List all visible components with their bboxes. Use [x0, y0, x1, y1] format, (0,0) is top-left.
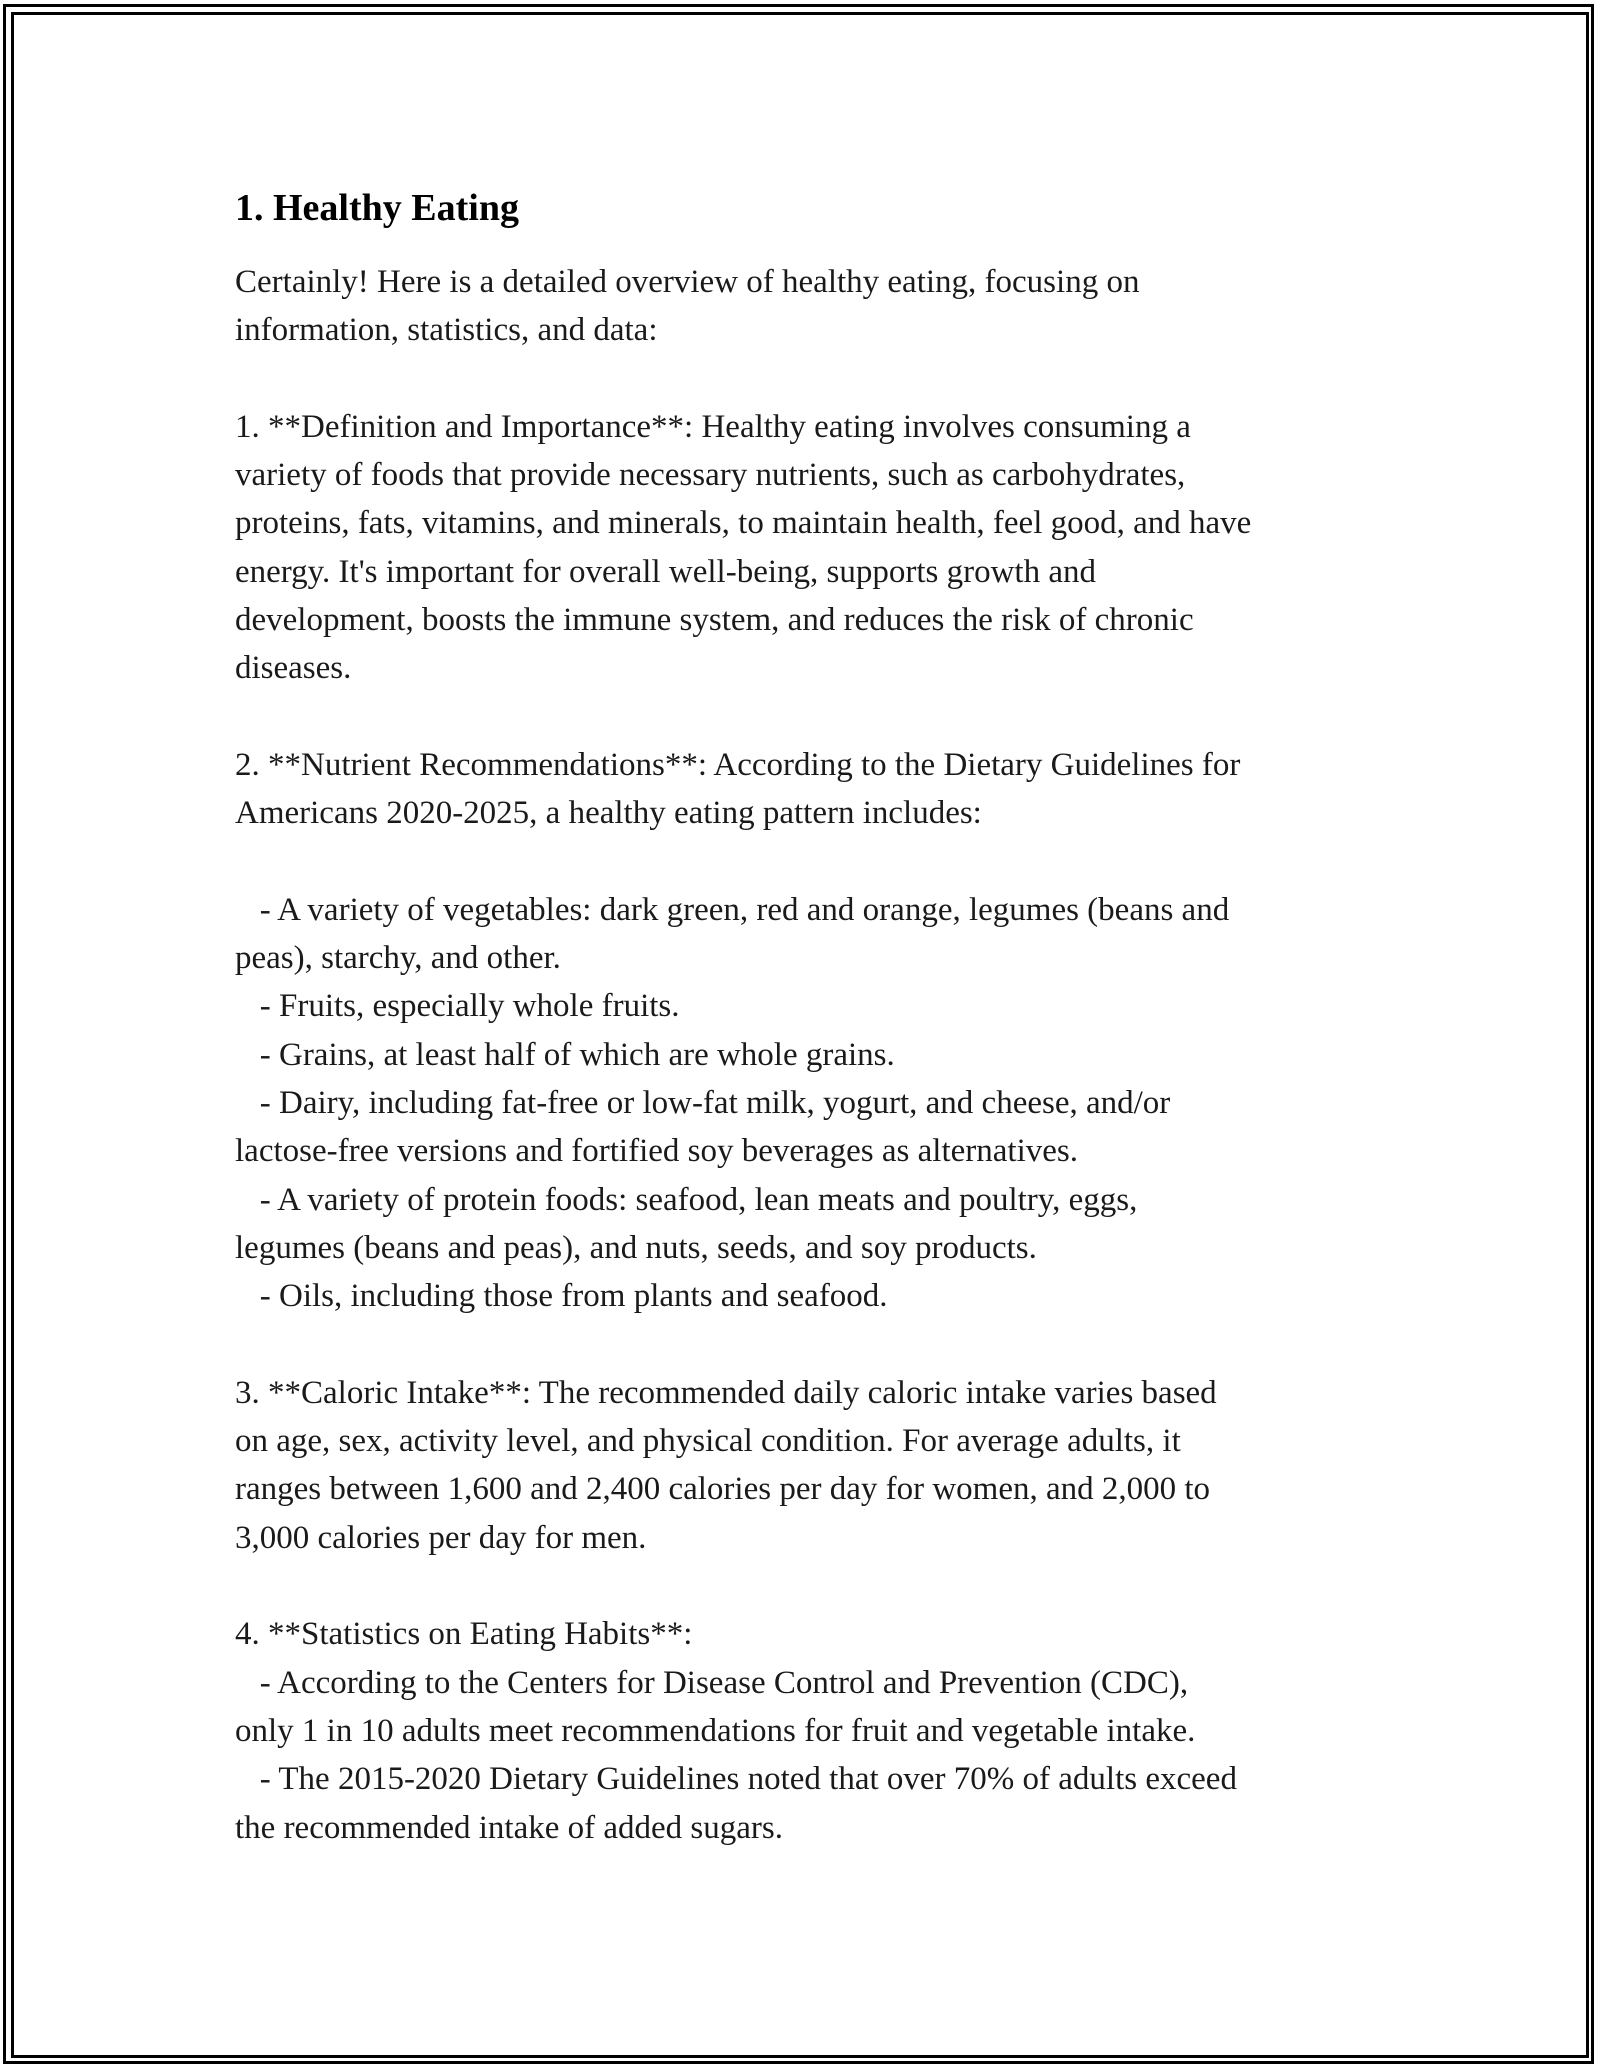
document-title: 1. Healthy Eating	[235, 187, 519, 229]
document-page	[235, 184, 1375, 1852]
document-body: Certainly! Here is a detailed overview of healthy eating, focusing on information, statistics, and data: 1. **Definition and Importance**: Healthy eating involves consuming a variety of foods that provide necessary nutrients, such as carbohydrates, proteins, fats, vitamins, and minerals, to maintain health, feel good, and have energy. It's important for overall well-being, supports growth and development, boosts the immune system, and reduces the risk of chronic diseases. 2. **Nutrient Recommendations**: According to the Dietary Guidelines for Americans 2020-2025, a healthy eating pattern includes: - A variety of vegetables: dark green, red and orange, legumes (beans and peas), starchy, and other. - Fruits, especially whole fruits. - Grains, at least half of which are whole grains. - Dairy, including fat-free or low-fat milk, yogurt, and cheese, and/or lactose-free versions and fortified soy beverages as alternatives. - A variety of protein foods: seafood, lean meats and poultry, eggs, legumes (beans and peas), and nuts, seeds, and soy products. - Oils, including those from plants and seafood. 3. **Caloric Intake**: The recommended daily caloric intake varies based on age, sex, activity level, and physical condition. For average adults, it ranges between 1,600 and 2,400 calories per day for women, and 2,000 to 3,000 calories per day for men. 4. **Statistics on Eating Habits**: - According to the Centers for Disease Control and Prevention (CDC), only 1 in 10 adults meet recommendations for fruit and vegetable intake. - The 2015-2020 Dietary Guidelines noted that over 70% of adults exceed the recommended intake of added sugars.	[235, 264, 1252, 1846]
